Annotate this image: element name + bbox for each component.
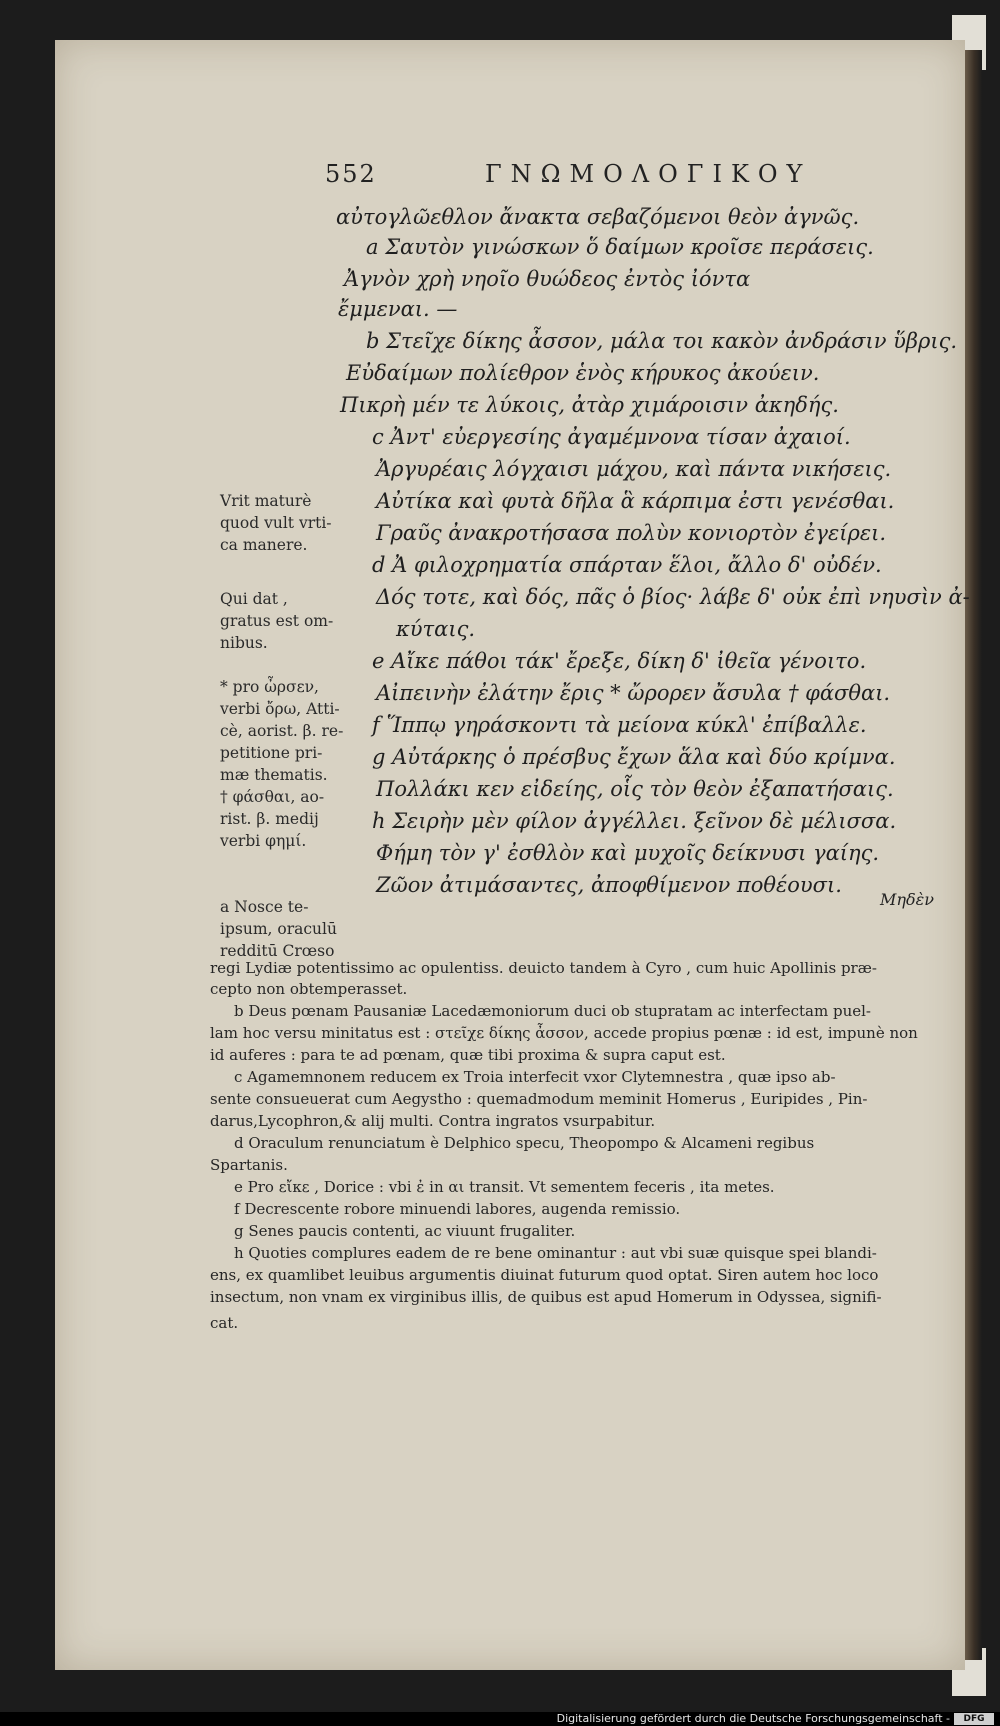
greek-line: Αἰπεινὴν ἐλάτην ἔρις * ὤρορεν ἄσυλα † φάσθαι. [376, 681, 891, 705]
margin-line: a Nosce te- [220, 898, 309, 916]
margin-line: ca manere. [220, 536, 308, 554]
margin-line: cè, aorist. β. re- [220, 722, 344, 740]
margin-note-pro [220, 676, 350, 852]
greek-line: Γραῦς ἀνακροτήσασα πολὺν κονιορτὸν ἐγείρει. [376, 521, 887, 545]
note-line: e Pro εἴκε , Dorice : vbi ἐ in αι transit. Vt sementem feceris , ita metes. [234, 1178, 775, 1196]
catchword: Μηδὲν [880, 890, 934, 909]
margin-line: Qui dat , [220, 590, 288, 608]
margin-line: rist. β. medij [220, 810, 319, 828]
margin-line: † φάσθαι, ao- [220, 788, 325, 806]
greek-line: Ζῶον ἀτιμάσαντες, ἀποφθίμενον ποθέουσι. [376, 873, 842, 897]
greek-line: g Αὐτάρκης ὁ πρέσβυς ἔχων ἅλα καὶ δύο κρίμνα. [372, 745, 896, 769]
margin-line: * pro ὦρσεν, [220, 678, 319, 696]
margin-line: Vrit maturè [220, 492, 312, 510]
note-line: d Oraculum renunciatum è Delphico specu, Theopompo & Alcameni regibus [234, 1134, 815, 1152]
greek-line: Ἀργυρέαις λόγχαισι μάχου, καὶ πάντα νικήσεις. [376, 457, 892, 481]
greek-line: αὐτογλῶεθλον ἄνακτα σεβαζόμενοι θεὸν ἀγνῶς. [336, 205, 860, 229]
greek-line: h Σειρὴν μὲν φίλον ἀγγέλλει. ξεῖνον δὲ μέλισσα. [372, 809, 897, 833]
note-line: id auferes : para te ad pœnam, quæ tibi proxima & supra caput est. [210, 1046, 726, 1064]
note-line: Spartanis. [210, 1156, 288, 1174]
greek-line: b Στεῖχε δίκης ἆσσον, μάλα τοι κακὸν ἀνδράσιν ὕβρις. [366, 329, 958, 353]
greek-line: Φήμη τὸν γ' ἐσθλὸν καὶ μυχοῖς δείκνυσι γαίης. [376, 841, 880, 865]
greek-line: Εὐδαίμων πολίεθρον ἑνὸς κήρυκος ἀκούειν. [346, 361, 820, 385]
footer-credit: Digitalisierung gefördert durch die Deutsche Forschungsgemeinschaft - [556, 1712, 950, 1725]
note-line: lam hoc versu minitatus est : στεῖχε δίκης ἆσσον, accede propius pœnæ : id est, impunè non [210, 1024, 918, 1042]
greek-line: e Αἴκε πάθοι τάκ' ἔρεξε, δίκη δ' ἰθεῖα γένοιτο. [372, 649, 867, 673]
greek-line: Πικρὴ μέν τε λύκοις, ἀτὰρ χιμάροισιν ἀκηδής. [340, 393, 839, 417]
note-line: g Senes paucis contenti, ac viuunt frugaliter. [234, 1222, 576, 1240]
note-line: darus,Lycophron,& alij multi. Contra ingratos vsurpabitur. [210, 1112, 656, 1130]
note-line: c Agamemnonem reducem ex Troia interfecit vxor Clytemnestra , quæ ipso ab- [234, 1068, 836, 1086]
greek-line: Ἀγνὸν χρὴ νηοῖο θυώδεος ἐντὸς ἰόντα [344, 267, 751, 291]
greek-line: f Ἵππῳ γηράσκοντι τὰ μείονα κύκλ' ἐπίβαλλε. [372, 713, 867, 737]
margin-note-vrit [220, 490, 350, 556]
margin-line: verbi φημί. [220, 832, 307, 850]
page-number: 552 [325, 160, 377, 188]
margin-note-qui [220, 588, 350, 654]
page-header [325, 160, 895, 194]
greek-line: κύταις. [396, 617, 476, 641]
margin-line: ipsum, oraculū [220, 920, 337, 938]
greek-line: a Σαυτὸν γινώσκων ὅ δαίμων κροῖσε περάσεις. [366, 235, 874, 259]
margin-line: redditū Crœso [220, 942, 335, 960]
running-title: ΓΝΩΜΟΛΟΓΙΚΟΥ [485, 160, 812, 188]
margin-note-nosce [220, 896, 350, 962]
greek-line: Αὐτίκα καὶ φυτὰ δῆλα ἃ κάρπιμα ἐστι γενέσθαι. [376, 489, 895, 513]
greek-line: d Ἀ φιλοχρηματία σπάρταν ἕλοι, ἄλλο δ' οὐδέν. [372, 553, 882, 577]
greek-line: ἔμμεναι. — [338, 297, 458, 321]
margin-line: gratus est om- [220, 612, 334, 630]
footer-bar [0, 1712, 1000, 1726]
note-line: cat. [210, 1314, 239, 1332]
note-line: f Decrescente robore minuendi labores, augenda remissio. [234, 1200, 681, 1218]
note-line: regi Lydiæ potentissimo ac opulentiss. deuicto tandem à Cyro , cum huic Apollinis præ- [210, 959, 877, 977]
margin-line: quod vult vrti- [220, 514, 332, 532]
dfg-logo: DFG [954, 1713, 994, 1725]
note-line: cepto non obtemperasset. [210, 980, 408, 998]
margin-line: nibus. [220, 634, 268, 652]
page-edge [962, 50, 982, 1660]
greek-line: c Ἀντ' εὐεργεσίης ἀγαμέμνονα τίσαν ἀχαιοί. [372, 425, 851, 449]
note-line: ens, ex quamlibet leuibus argumentis diuinat futurum quod optat. Siren autem hoc loco [210, 1266, 879, 1284]
margin-line: petitione pri- [220, 744, 323, 762]
greek-line: Δός τοτε, καὶ δός, πᾶς ὁ βίος· λάβε δ' οὐκ ἐπὶ νηυσὶν ἀ- [376, 585, 970, 609]
note-line: b Deus pœnam Pausaniæ Lacedæmoniorum duci ob stupratam ac interfectam puel- [234, 1002, 872, 1020]
note-line: sente consueuerat cum Aegystho : quemadmodum meminit Homerus , Euripides , Pin- [210, 1090, 868, 1108]
margin-line: verbi ὄρω, Atti- [220, 700, 340, 718]
greek-line: Πολλάκι κεν εἰδείης, οἷς τὸν θεὸν ἐξαπατήσαις. [376, 777, 894, 801]
note-line: insectum, non vnam ex virginibus illis, de quibus est apud Homerum in Odyssea, signifi- [210, 1288, 882, 1306]
note-line: h Quoties complures eadem de re bene ominantur : aut vbi suæ quisque spei blandi- [234, 1244, 877, 1262]
margin-line: mæ thematis. [220, 766, 328, 784]
